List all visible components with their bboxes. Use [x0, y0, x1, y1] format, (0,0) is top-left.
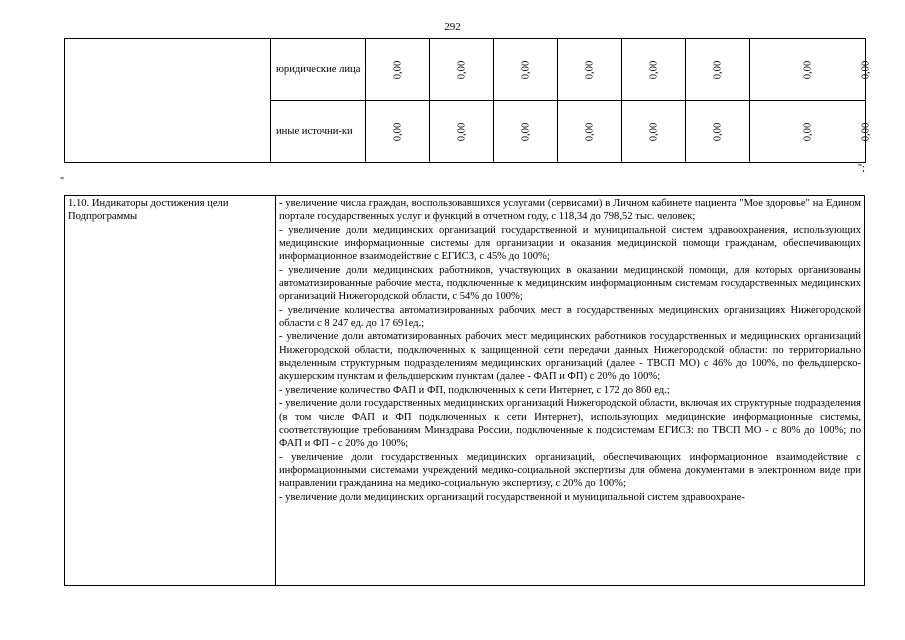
cell-value: 0,00: [712, 122, 723, 141]
indicator-item: - увеличение доли автоматизированных рабочих мест медицинских работников государственных и медицинских организаций Нижегородской области, подключенных к защищенной сети передачи данных Нижегородской области: по территориально выделенным структурным подразделениям медицинских организаций (далее - ТВСП МО) с 46% до 100%, по фельдшерско-акушерским пунктам и фельдшерским пунктам (далее - ФАП и ФП) с 20% до 100%;: [279, 331, 861, 383]
indicators-label: 1.10. Индикаторы достижения цели Подпрограммы: [65, 196, 276, 586]
indicator-item: - увеличение доли медицинских организаций государственной и муниципальной систем здравоохране-: [279, 491, 745, 503]
opening-quote: ": [60, 176, 65, 187]
indicators-body: [276, 196, 865, 586]
indicator-item: - увеличение доли медицинских работников, участвующих в оказании медицинской помощи, для которых организованы автоматизированные рабочие места, подключенные к медицинским информационным системам государственных медицинских организаций Нижегородской области, с 54% до 100%;: [279, 264, 861, 303]
indicator-item: - увеличение количества автоматизированных рабочих мест в государственных медицинских организациях Нижегородской области с 8 247 ед. до 17 691ед.;: [279, 304, 861, 330]
value-cell: [750, 101, 866, 163]
cell-value: 0,00: [802, 122, 813, 141]
value-cell: [622, 101, 686, 163]
closing-quote: ";: [858, 163, 865, 174]
row-label-legal-entities: юридические лица: [271, 39, 366, 101]
indicator-item: - увеличение количество ФАП и ФП, подключенных к сети Интернет, с 172 до 860 ед.;: [279, 384, 670, 396]
page-number: 292: [444, 21, 461, 33]
cell-value: 0,00: [392, 60, 403, 79]
value-cell: [686, 39, 750, 101]
table-row: [65, 39, 866, 101]
cell-value: 0,00: [860, 60, 872, 79]
value-cell: [622, 39, 686, 101]
table-row: [65, 196, 865, 586]
funding-table: [64, 38, 872, 163]
value-cell: [494, 39, 558, 101]
value-cell: [366, 39, 430, 101]
indicator-item: - увеличение доли медицинских организаций государственной и муниципальной систем здравоохранения, использующих медицинские информационные системы для организации и оказания медицинской помощи гражданам, обеспечивающих информационное взаимодействие с ЕГИСЗ, с 45% до 100%;: [279, 224, 861, 263]
cell-value: 0,00: [712, 60, 723, 79]
value-cell: [558, 101, 622, 163]
indicator-item: - увеличение доли государственных медицинских организаций Нижегородской области, включая их структурные подразделения (в том числе ФАП и ФП подключенных к сети Интернет), использующих медицинские информационные системы, соответствующие требованиям Минздрава России, подключенные к подсистемам ЕГИСЗ: по ТВСП МО - с 80% до 100%; по ФАП и ФП - с 20% до 100%;: [279, 398, 861, 450]
value-cell: [494, 101, 558, 163]
row-label-other-sources: иные источни-ки: [271, 101, 366, 163]
value-cell: [366, 101, 430, 163]
cell-value: 0,00: [456, 60, 467, 79]
value-cell: [750, 39, 866, 101]
cell-value: 0,00: [456, 122, 467, 141]
indicator-item: - увеличение доли государственных медицинских организаций, обеспечивающих информационное взаимодействие с информационными системами учреждений медико-социальной экспертизы для обмена документами в электронном виде при направлении гражданина на медико-социальную экспертизу, с 20% до 100%;: [279, 451, 861, 490]
cell-value: 0,00: [648, 60, 659, 79]
value-cell: [430, 101, 494, 163]
indicators-table: [64, 195, 865, 586]
empty-cell: [65, 39, 271, 163]
cell-value: 0,00: [584, 60, 595, 79]
indicator-item: - увеличение числа граждан, воспользовавшихся услугами (сервисами) в Личном кабинете пациента "Мое здоровье" на Едином портале государственных услуг и функций в отчетном году, с 118,34 до 798,52 тыс. человек;: [279, 198, 861, 223]
cell-value: 0,00: [802, 60, 813, 79]
cell-value: 0,00: [860, 122, 872, 141]
value-cell: [686, 101, 750, 163]
cell-value: 0,00: [520, 60, 531, 79]
value-cell: [558, 39, 622, 101]
cell-value: 0,00: [392, 122, 403, 141]
cell-value: 0,00: [520, 122, 531, 141]
cell-value: 0,00: [584, 122, 595, 141]
value-cell: [430, 39, 494, 101]
cell-value: 0,00: [648, 122, 659, 141]
